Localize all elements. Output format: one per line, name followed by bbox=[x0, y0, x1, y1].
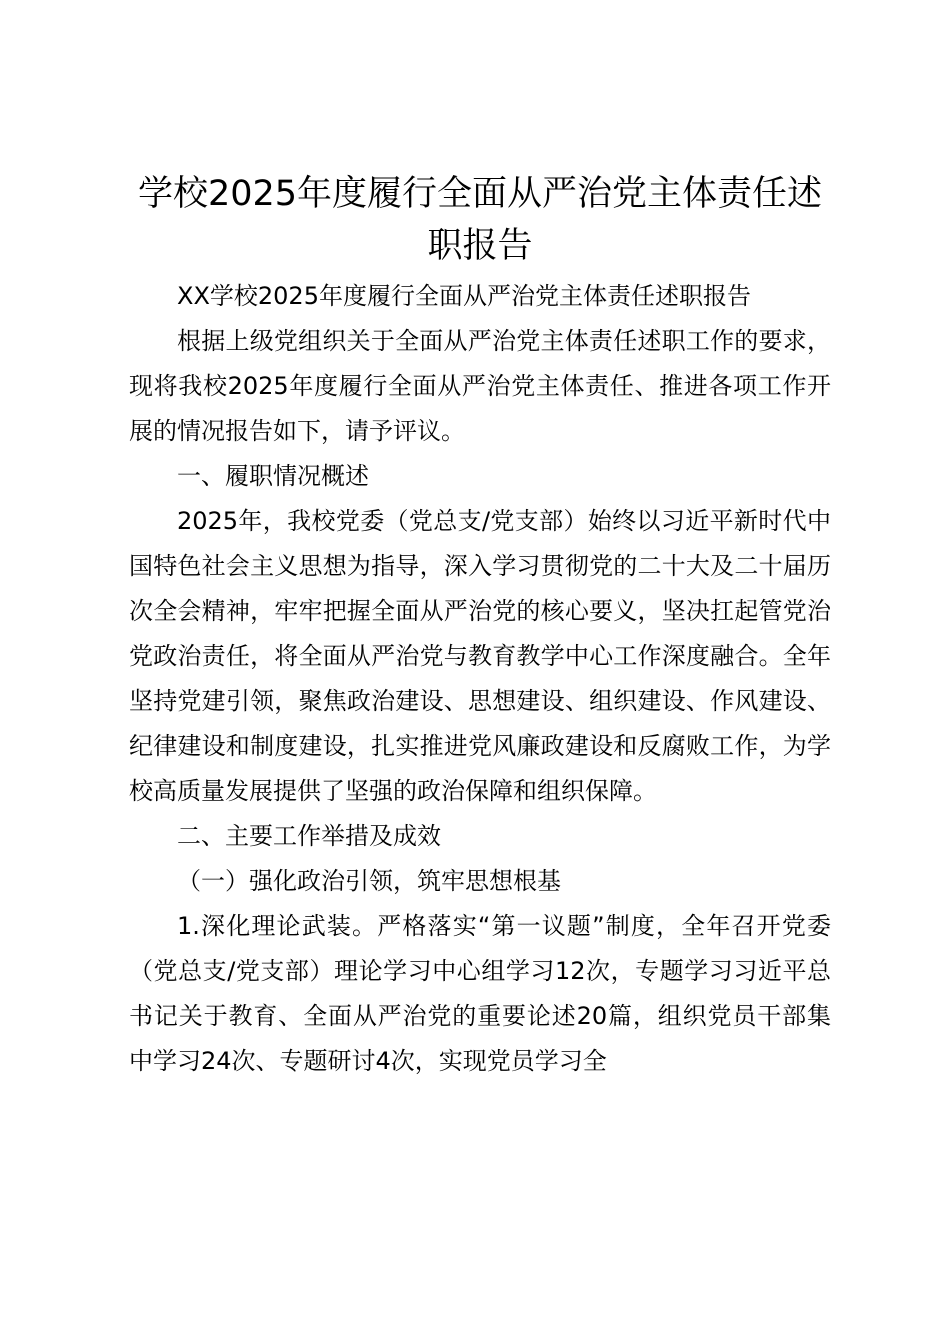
section-heading-measures: 二、主要工作举措及成效 bbox=[177, 822, 441, 850]
subsection-heading-political: （一）强化政治引领，筑牢思想根基 bbox=[177, 867, 561, 895]
intro-paragraph: 根据上级党组织关于全面从严治党主体责任述职工作的要求，现将我校2025年度履行全面从严治党主体责任、推进各项工作开展的情况报告如下，请予评议。 bbox=[129, 327, 831, 445]
document-body bbox=[129, 168, 831, 1084]
report-subtitle: XX学校2025年度履行全面从严治党主体责任述职报告 bbox=[177, 282, 751, 310]
overview-paragraph: 2025年，我校党委（党总支/党支部）始终以习近平新时代中国特色社会主义思想为指导，深入学习贯彻党的二十大及二十届历次全会精神，牢牢把握全面从严治党的核心要义，坚决扛起管党治党政治责任，将全面从严治党与教育教学中心工作深度融合。全年坚持党建引领，聚焦政治建设、思想建设、组织建设、作风建设、纪律建设和制度建设，扎实推进党风廉政建设和反腐败工作，为学校高质量发展提供了坚强的政治保障和组织保障。 bbox=[129, 507, 831, 805]
section-heading-overview: 一、履职情况概述 bbox=[177, 462, 369, 490]
theory-paragraph: 1.深化理论武装。严格落实“第一议题”制度，全年召开党委（党总支/党支部）理论学习中心组学习12次，专题学习习近平总书记关于教育、全面从严治党的重要论述20篇，组织党员干部集中学习24次、专题研讨4次，实现党员学习全 bbox=[129, 912, 831, 1075]
document-title: 学校2025年度履行全面从严治党主体责任述职报告 bbox=[137, 174, 823, 266]
